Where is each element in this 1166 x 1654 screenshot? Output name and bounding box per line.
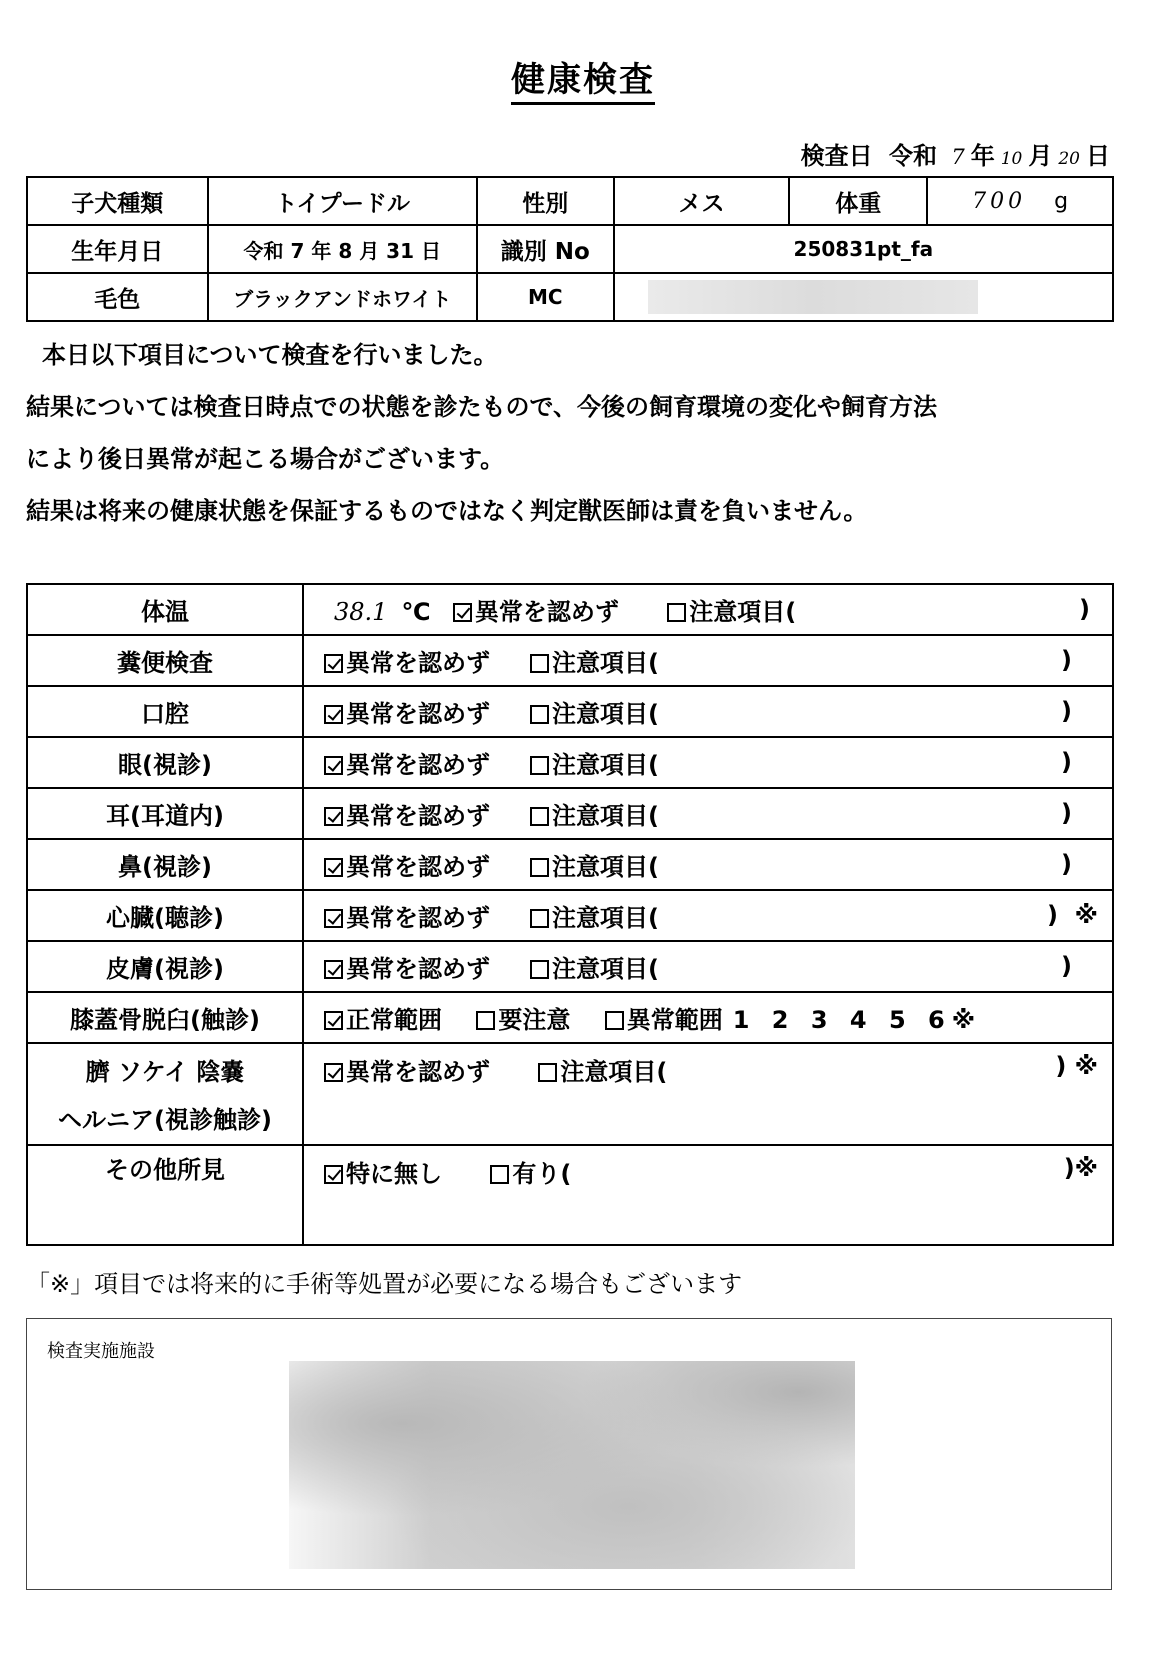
close-paren: ): [1061, 850, 1072, 878]
weight-unit: g: [1054, 188, 1069, 214]
close-paren: ): [1061, 697, 1072, 725]
checkbox-normal[interactable]: [324, 909, 343, 928]
mc-value: [614, 273, 1113, 321]
close-paren: ): [1055, 1052, 1067, 1080]
checkbox-none[interactable]: [324, 1165, 343, 1184]
checkbox-normal[interactable]: [324, 756, 343, 775]
exam-month: 10: [1000, 149, 1023, 169]
info-row: [27, 177, 1113, 225]
checkbox-caution[interactable]: [530, 858, 549, 877]
breed-label: 子犬種類: [27, 177, 208, 225]
id-value: 250831pt_fa: [614, 225, 1113, 273]
exam-results-table: [26, 583, 1114, 1246]
exam-date: 検査日 令和 7 年 10 月 20 日: [800, 142, 1110, 170]
surgery-mark: ※: [1074, 1052, 1098, 1080]
row-label: 糞便検査: [27, 635, 303, 686]
note-line: 結果については検査日時点での状態を診たもので、今後の飼育環境の変化や飼育方法: [26, 393, 938, 421]
weight-value: 700: [972, 188, 1027, 214]
row-label: 体温: [27, 584, 303, 635]
id-label: 識別 No: [477, 225, 614, 273]
result-row: 眼(視診) 異常を認めず 注意項目( ): [27, 737, 1113, 788]
result-row-patella: 膝蓋骨脱臼(触診) 正常範囲 要注意 異常範囲 1 2 3 4 5 6※: [27, 992, 1113, 1043]
close-paren: ): [1063, 1154, 1075, 1182]
checkbox-normal[interactable]: [453, 603, 472, 622]
note-line: 結果は将来の健康状態を保証するものではなく判定獣医師は責を負いません。: [26, 497, 868, 525]
row-label: 鼻(視診): [27, 839, 303, 890]
surgery-mark: ※: [951, 1006, 976, 1034]
row-label: その他所見: [27, 1145, 303, 1245]
checkbox-caution[interactable]: [538, 1063, 557, 1082]
result-row: 皮膚(視診) 異常を認めず 注意項目( ): [27, 941, 1113, 992]
note-line: 本日以下項目について検査を行いました。: [42, 341, 498, 369]
checkbox-caution[interactable]: [530, 705, 549, 724]
info-row: [27, 273, 1113, 321]
facility-redaction: [289, 1361, 855, 1569]
checkbox-normal[interactable]: [324, 654, 343, 673]
facility-label: 検査実施施設: [47, 1341, 155, 1362]
exam-day: 20: [1058, 149, 1080, 169]
temperature-value: 38.1: [334, 598, 388, 626]
checkbox-caution[interactable]: [530, 807, 549, 826]
result-row: 耳(耳道内) 異常を認めず 注意項目( ): [27, 788, 1113, 839]
result-row-hernia: 臍 ソケイ 陰嚢 ヘルニア(視診触診) 異常を認めず 注意項目( ) ※: [27, 1043, 1113, 1145]
facility-box: [26, 1318, 1112, 1590]
mc-label: MC: [477, 273, 614, 321]
color-label: 毛色: [27, 273, 208, 321]
checkbox-normal[interactable]: [324, 1063, 343, 1082]
row-label: 眼(視診): [27, 737, 303, 788]
row-label: 心臓(聴診): [27, 890, 303, 941]
temperature-unit: ℃: [401, 598, 431, 626]
checkbox-caution[interactable]: [530, 909, 549, 928]
checkbox-normal[interactable]: [324, 705, 343, 724]
checkbox-caution[interactable]: [530, 654, 549, 673]
weight-label: 体重: [789, 177, 927, 225]
sex-label: 性別: [477, 177, 614, 225]
puppy-info-table: [26, 176, 1114, 322]
row-label: 皮膚(視診): [27, 941, 303, 992]
checkbox-normal[interactable]: [324, 960, 343, 979]
page-title: 健康検査: [0, 52, 1166, 101]
close-paren: ): [1061, 748, 1072, 776]
result-row-other: その他所見 特に無し 有り( )※: [27, 1145, 1113, 1245]
info-row: [27, 225, 1113, 273]
row-label: ヘルニア(視診触診): [58, 1106, 272, 1134]
surgery-mark: ※: [1074, 901, 1098, 929]
mc-redaction: [648, 280, 978, 314]
checkbox-normal[interactable]: [324, 858, 343, 877]
checkbox-caution[interactable]: [530, 960, 549, 979]
surgery-mark: ※: [1074, 1154, 1098, 1182]
row-label: 口腔: [27, 686, 303, 737]
close-paren: ): [1046, 901, 1058, 929]
surgery-footnote: 「※」項目では将来的に手術等処置が必要になる場合もございます: [26, 1270, 743, 1298]
row-label: 臍 ソケイ 陰嚢: [85, 1058, 245, 1086]
birthdate-label: 生年月日: [27, 225, 208, 273]
weight-cell: [927, 177, 1113, 225]
checkbox-patella-caution[interactable]: [476, 1011, 495, 1030]
close-paren: ): [1061, 799, 1072, 827]
close-paren: ): [1061, 646, 1072, 674]
close-paren: ): [1061, 952, 1072, 980]
color-value: ブラックアンドホワイト: [208, 273, 477, 321]
note-line: により後日異常が起こる場合がございます。: [26, 445, 505, 473]
result-row: 糞便検査 異常を認めず 注意項目( ): [27, 635, 1113, 686]
patella-grades: 1 2 3 4 5 6: [732, 1006, 952, 1034]
exam-notes: [26, 340, 1126, 548]
result-row: 心臓(聴診) 異常を認めず 注意項目( ) ※: [27, 890, 1113, 941]
row-label: 耳(耳道内): [27, 788, 303, 839]
checkbox-present[interactable]: [490, 1165, 509, 1184]
result-row: 口腔 異常を認めず 注意項目( ): [27, 686, 1113, 737]
exam-year: 7: [951, 145, 965, 169]
sex-value: メス: [614, 177, 790, 225]
checkbox-normal[interactable]: [324, 807, 343, 826]
close-paren: ): [1079, 595, 1090, 623]
checkbox-caution[interactable]: [530, 756, 549, 775]
breed-value: トイプードル: [208, 177, 477, 225]
row-label: 膝蓋骨脱臼(触診): [27, 992, 303, 1043]
birthdate-value: 令和 7 年 8 月 31 日: [208, 225, 477, 273]
checkbox-patella-abnormal[interactable]: [605, 1011, 624, 1030]
checkbox-patella-normal[interactable]: [324, 1011, 343, 1030]
checkbox-caution[interactable]: [667, 603, 686, 622]
result-row: 鼻(視診) 異常を認めず 注意項目( ): [27, 839, 1113, 890]
result-row-temperature: 体温 38.1 ℃ 異常を認めず 注意項目( ): [27, 584, 1113, 635]
